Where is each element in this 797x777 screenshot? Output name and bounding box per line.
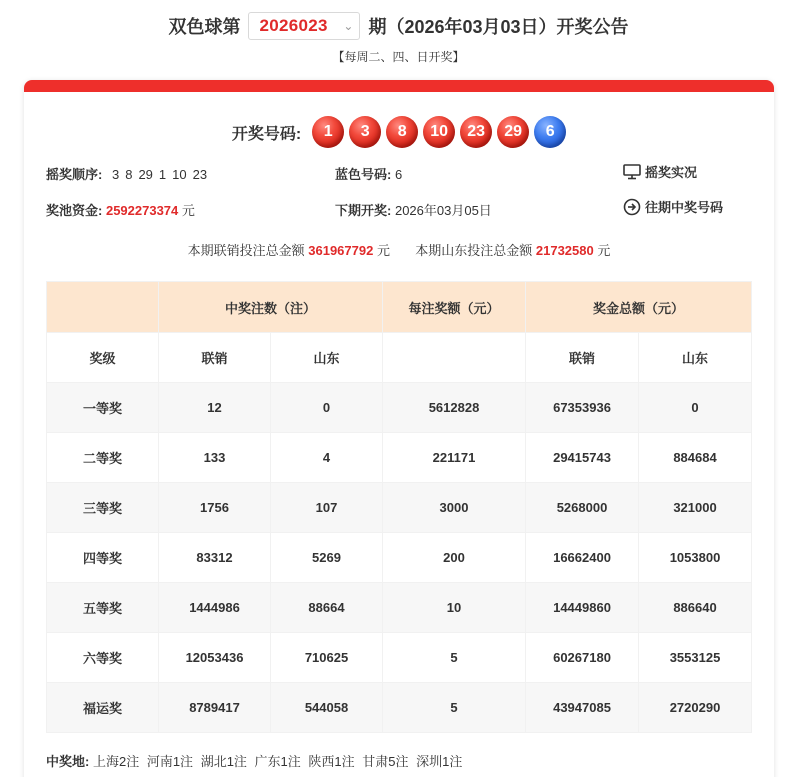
count-lx: 1444986 xyxy=(159,583,271,633)
subheader-grade: 奖级 xyxy=(47,333,159,383)
sequence-number: 3 xyxy=(111,167,120,182)
total-lx: 5268000 xyxy=(526,483,639,533)
history-label: 往期中奖号码 xyxy=(645,200,724,215)
result-card xyxy=(24,80,774,777)
sequence-number: 29 xyxy=(138,167,153,182)
table-row xyxy=(47,633,752,683)
prize-grade: 一等奖 xyxy=(47,383,159,433)
regions-label: 中奖地: xyxy=(46,754,90,769)
pool-label: 奖池资金: xyxy=(46,203,103,218)
table-row xyxy=(47,683,752,733)
sequence-label: 摇奖顺序: xyxy=(46,167,103,182)
national-total-unit: 元 xyxy=(376,243,390,258)
total-lx: 16662400 xyxy=(526,533,639,583)
red-ball: 10 xyxy=(423,116,455,148)
live-draw-label: 摇奖实况 xyxy=(645,165,698,180)
per-prize: 5612828 xyxy=(383,383,526,433)
winning-regions xyxy=(46,751,466,770)
region-item: 陕西1注 xyxy=(308,754,355,769)
monitor-icon xyxy=(623,164,641,180)
total-sd: 0 xyxy=(639,383,752,433)
blue-label: 蓝色号码: xyxy=(335,167,392,182)
next-label: 下期开奖: xyxy=(335,203,392,218)
subheader-count-lx: 联销 xyxy=(159,333,271,383)
shandong-total-label: 本期山东投注总金额 xyxy=(415,243,533,258)
card-top-bar xyxy=(24,80,774,92)
history-link[interactable] xyxy=(623,197,723,216)
chevron-down-icon: ⌄ xyxy=(343,19,354,33)
pool-unit: 元 xyxy=(181,203,195,218)
shandong-total-unit: 元 xyxy=(597,243,611,258)
total-sd: 884684 xyxy=(639,433,752,483)
total-lx: 67353936 xyxy=(526,383,639,433)
count-lx: 12053436 xyxy=(159,633,271,683)
region-item: 深圳1注 xyxy=(416,754,463,769)
total-lx: 14449860 xyxy=(526,583,639,633)
red-ball: 8 xyxy=(386,116,418,148)
sequence-number: 8 xyxy=(125,167,133,182)
issue-value: 2026023 xyxy=(259,16,328,35)
count-lx: 83312 xyxy=(159,533,271,583)
live-draw-link[interactable] xyxy=(623,162,697,181)
subheader-count-sd: 山东 xyxy=(271,333,383,383)
blue-ball: 6 xyxy=(534,116,566,148)
prize-grade: 二等奖 xyxy=(47,433,159,483)
draw-days: 【每周二、四、日开奖】 xyxy=(332,50,465,64)
header-total-prize: 奖金总额（元） xyxy=(526,282,752,333)
pool-value: 2592273374 xyxy=(105,203,179,218)
count-sd: 710625 xyxy=(271,633,383,683)
per-prize: 10 xyxy=(383,583,526,633)
total-sd: 886640 xyxy=(639,583,752,633)
sequence-number: 10 xyxy=(172,167,187,182)
total-lx: 29415743 xyxy=(526,433,639,483)
numbers-label: 开奖号码: xyxy=(231,125,302,143)
next-draw xyxy=(335,200,492,219)
prize-grade: 四等奖 xyxy=(47,533,159,583)
subheader-blank xyxy=(383,333,526,383)
subheader-total-lx: 联销 xyxy=(526,333,639,383)
jackpot-pool xyxy=(46,200,195,219)
shandong-total-value: 21732580 xyxy=(535,243,594,258)
subheader-total-sd: 山东 xyxy=(639,333,752,383)
issue-select[interactable] xyxy=(248,12,360,40)
header-per-prize: 每注奖额（元） xyxy=(383,282,526,333)
title-suffix: 期（2026年03月03日）开奖公告 xyxy=(368,17,629,37)
count-lx: 12 xyxy=(159,383,271,433)
national-total-value: 361967792 xyxy=(308,243,374,258)
national-total-label: 本期联销投注总金额 xyxy=(187,243,305,258)
count-lx: 8789417 xyxy=(159,683,271,733)
prize-grade: 五等奖 xyxy=(47,583,159,633)
total-sd: 3553125 xyxy=(639,633,752,683)
count-sd: 107 xyxy=(271,483,383,533)
prize-grade: 三等奖 xyxy=(47,483,159,533)
count-sd: 544058 xyxy=(271,683,383,733)
title-prefix: 双色球第 xyxy=(168,17,241,37)
total-sd: 1053800 xyxy=(639,533,752,583)
count-sd: 4 xyxy=(271,433,383,483)
red-ball: 29 xyxy=(497,116,529,148)
table-header-blank xyxy=(47,282,159,333)
next-value: 2026年03月05日 xyxy=(394,203,492,218)
per-prize: 200 xyxy=(383,533,526,583)
per-prize: 5 xyxy=(383,633,526,683)
sequence-number: 1 xyxy=(158,167,167,182)
total-lx: 43947085 xyxy=(526,683,639,733)
table-row xyxy=(47,583,752,633)
red-ball: 1 xyxy=(312,116,344,148)
arrow-circle-right-icon xyxy=(623,198,641,216)
blue-value: 6 xyxy=(394,167,403,182)
count-sd: 0 xyxy=(271,383,383,433)
sales-totals xyxy=(24,240,774,259)
header-winning-count: 中奖注数（注） xyxy=(159,282,383,333)
count-lx: 133 xyxy=(159,433,271,483)
count-sd: 5269 xyxy=(271,533,383,583)
winning-numbers xyxy=(24,114,774,150)
count-lx: 1756 xyxy=(159,483,271,533)
region-item: 上海2注 xyxy=(92,754,140,769)
region-item: 河南1注 xyxy=(146,754,194,769)
red-ball: 3 xyxy=(349,116,381,148)
table-row xyxy=(47,433,752,483)
table-subheader-row xyxy=(47,333,752,383)
red-ball: 23 xyxy=(460,116,492,148)
sequence-number: 23 xyxy=(192,167,208,182)
blue-number-info xyxy=(335,164,402,183)
per-prize: 5 xyxy=(383,683,526,733)
draw-sequence xyxy=(46,164,213,183)
table-row xyxy=(47,533,752,583)
per-prize: 3000 xyxy=(383,483,526,533)
prize-table xyxy=(46,281,752,733)
total-sd: 321000 xyxy=(639,483,752,533)
total-lx: 60267180 xyxy=(526,633,639,683)
page-title xyxy=(0,10,797,42)
per-prize: 221171 xyxy=(383,433,526,483)
count-sd: 88664 xyxy=(271,583,383,633)
region-item: 广东1注 xyxy=(254,754,301,769)
prize-grade: 福运奖 xyxy=(47,683,159,733)
region-item: 湖北1注 xyxy=(200,754,247,769)
prize-grade: 六等奖 xyxy=(47,633,159,683)
table-row xyxy=(47,483,752,533)
region-item: 甘肃5注 xyxy=(362,754,409,769)
total-sd: 2720290 xyxy=(639,683,752,733)
table-header-row xyxy=(47,282,752,333)
table-row xyxy=(47,383,752,433)
